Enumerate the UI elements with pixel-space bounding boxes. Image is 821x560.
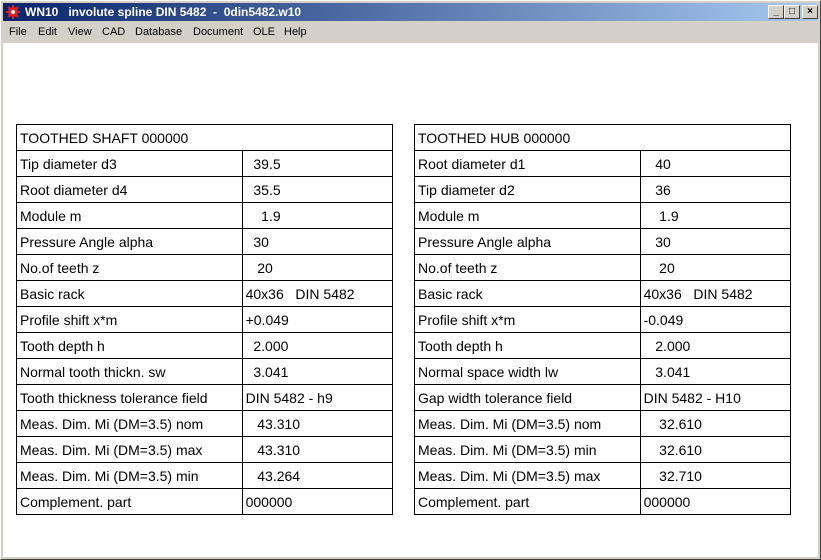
parameter-value[interactable]: 32.610 — [640, 411, 790, 437]
parameter-value[interactable]: 43.310 — [242, 437, 392, 463]
parameter-label[interactable]: Module m — [17, 203, 243, 229]
hub-title[interactable]: TOOTHED HUB 000000 — [415, 125, 791, 151]
parameter-value[interactable]: +0.049 — [242, 307, 392, 333]
minimize-button[interactable]: _ — [768, 5, 784, 19]
table-row — [17, 151, 393, 177]
parameter-label[interactable]: Normal tooth thickn. sw — [17, 359, 243, 385]
table-row — [17, 177, 393, 203]
parameter-label[interactable]: Module m — [415, 203, 641, 229]
parameter-value[interactable]: -0.049 — [640, 307, 790, 333]
parameter-label[interactable]: Profile shift x*m — [17, 307, 243, 333]
hub-table — [414, 124, 791, 515]
parameter-label[interactable]: Meas. Dim. Mi (DM=3.5) max — [17, 437, 243, 463]
parameter-value[interactable]: 3.041 — [640, 359, 790, 385]
menu-view[interactable]: View — [68, 26, 92, 38]
menu-document[interactable]: Document — [193, 26, 244, 38]
document-area — [3, 43, 818, 557]
parameter-label[interactable]: Tip diameter d2 — [415, 177, 641, 203]
parameter-label[interactable]: Complement. part — [17, 489, 243, 515]
menu-file[interactable]: File — [9, 26, 27, 38]
parameter-value[interactable]: 2.000 — [242, 333, 392, 359]
menu-ole[interactable]: OLE — [253, 26, 276, 38]
parameter-value[interactable]: 43.264 — [242, 463, 392, 489]
parameter-label[interactable]: Profile shift x*m — [415, 307, 641, 333]
table-row — [415, 411, 791, 437]
parameter-label[interactable]: Meas. Dim. Mi (DM=3.5) min — [17, 463, 243, 489]
parameter-value[interactable]: 2.000 — [640, 333, 790, 359]
shaft-title[interactable]: TOOTHED SHAFT 000000 — [17, 125, 393, 151]
table-row — [415, 463, 791, 489]
table-row — [415, 229, 791, 255]
parameter-value[interactable]: 3.041 — [242, 359, 392, 385]
table-row — [415, 151, 791, 177]
parameter-value[interactable]: 30 — [640, 229, 790, 255]
parameter-value[interactable]: 20 — [640, 255, 790, 281]
parameter-label[interactable]: Root diameter d4 — [17, 177, 243, 203]
parameter-value[interactable]: 30 — [242, 229, 392, 255]
parameter-label[interactable]: No.of teeth z — [415, 255, 641, 281]
table-row — [17, 359, 393, 385]
parameter-label[interactable]: Meas. Dim. Mi (DM=3.5) max — [415, 463, 641, 489]
parameter-value[interactable]: 32.610 — [640, 437, 790, 463]
table-row — [415, 281, 791, 307]
parameter-value[interactable]: DIN 5482 - H10 — [640, 385, 790, 411]
table-row — [415, 307, 791, 333]
menu-help[interactable]: Help — [284, 26, 307, 38]
parameter-label[interactable]: Tooth depth h — [415, 333, 641, 359]
title-bar[interactable] — [3, 3, 818, 21]
parameter-label[interactable]: Meas. Dim. Mi (DM=3.5) nom — [17, 411, 243, 437]
parameter-label[interactable]: Tooth depth h — [17, 333, 243, 359]
parameter-value[interactable]: 40x36 DIN 5482 — [640, 281, 790, 307]
table-row — [415, 385, 791, 411]
table-row — [17, 255, 393, 281]
parameter-label[interactable]: Tooth thickness tolerance field — [17, 385, 243, 411]
table-row — [17, 437, 393, 463]
parameter-value[interactable]: 36 — [640, 177, 790, 203]
table-row — [415, 359, 791, 385]
table-row — [17, 229, 393, 255]
parameter-value[interactable]: 40 — [640, 151, 790, 177]
maximize-button[interactable]: □ — [784, 5, 800, 19]
parameter-value[interactable]: 20 — [242, 255, 392, 281]
table-row — [415, 255, 791, 281]
hub-title-row — [415, 125, 791, 151]
close-button[interactable]: × — [802, 5, 818, 19]
parameter-label[interactable]: No.of teeth z — [17, 255, 243, 281]
menu-database[interactable]: Database — [135, 26, 183, 38]
table-row — [415, 489, 791, 515]
table-row — [415, 333, 791, 359]
parameter-value[interactable]: 39.5 — [242, 151, 392, 177]
gear-app-icon — [6, 5, 20, 19]
shaft-title-row — [17, 125, 393, 151]
table-row — [415, 437, 791, 463]
table-row — [17, 385, 393, 411]
table-row — [17, 463, 393, 489]
menu-bar — [3, 23, 818, 42]
parameter-label[interactable]: Pressure Angle alpha — [17, 229, 243, 255]
table-row — [17, 281, 393, 307]
table-row — [17, 203, 393, 229]
parameter-value[interactable]: 35.5 — [242, 177, 392, 203]
parameter-value[interactable]: 000000 — [640, 489, 790, 515]
parameter-label[interactable]: Pressure Angle alpha — [415, 229, 641, 255]
menu-edit[interactable]: Edit — [38, 26, 57, 38]
parameter-value[interactable]: 40x36 DIN 5482 — [242, 281, 392, 307]
parameter-value[interactable]: 000000 — [242, 489, 392, 515]
parameter-label[interactable]: Complement. part — [415, 489, 641, 515]
menu-cad[interactable]: CAD — [102, 26, 126, 38]
parameter-label[interactable]: Normal space width lw — [415, 359, 641, 385]
window-title: WN10 involute spline DIN 5482 - 0din5482.w10 — [25, 5, 302, 19]
parameter-value[interactable]: 32.710 — [640, 463, 790, 489]
table-row — [17, 489, 393, 515]
parameter-value[interactable]: 43.310 — [242, 411, 392, 437]
shaft-table — [16, 124, 393, 515]
table-row — [415, 177, 791, 203]
table-row — [415, 203, 791, 229]
parameter-label[interactable]: Gap width tolerance field — [415, 385, 641, 411]
parameter-label[interactable]: Meas. Dim. Mi (DM=3.5) min — [415, 437, 641, 463]
table-row — [17, 333, 393, 359]
parameter-label[interactable]: Tip diameter d3 — [17, 151, 243, 177]
parameter-label[interactable]: Basic rack — [17, 281, 243, 307]
parameter-value[interactable]: DIN 5482 - h9 — [242, 385, 392, 411]
parameter-value[interactable]: 1.9 — [242, 203, 392, 229]
parameter-label[interactable]: Root diameter d1 — [415, 151, 641, 177]
parameter-value[interactable]: 1.9 — [640, 203, 790, 229]
parameter-label[interactable]: Basic rack — [415, 281, 641, 307]
parameter-label[interactable]: Meas. Dim. Mi (DM=3.5) nom — [415, 411, 641, 437]
table-row — [17, 307, 393, 333]
table-row — [17, 411, 393, 437]
